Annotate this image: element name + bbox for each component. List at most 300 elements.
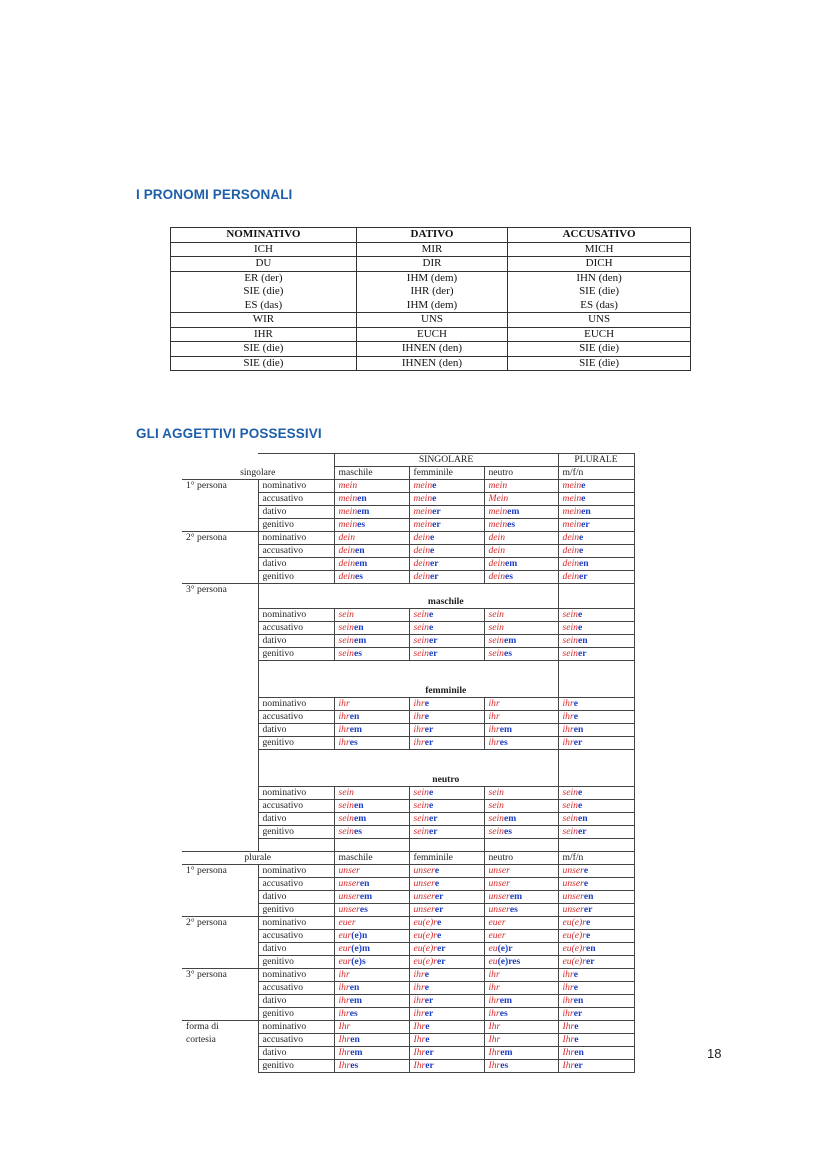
form-stem: Mein (488, 493, 509, 504)
possessive-row (182, 571, 634, 584)
form-cell (334, 545, 409, 558)
form-stem: dein (562, 545, 580, 556)
form-stem: Ihr (338, 1021, 351, 1032)
pronoun-row (171, 299, 691, 313)
person-label: forma di (182, 1021, 258, 1034)
form-cell (484, 1047, 558, 1060)
form-ending: er (428, 648, 438, 659)
form-ending: er (436, 956, 446, 967)
form-stem: dein (413, 571, 431, 582)
form-stem: unser (338, 891, 360, 902)
form-cell (334, 956, 409, 969)
form-cell (334, 558, 409, 571)
form-ending: e (574, 1021, 579, 1032)
form-stem: ihr (562, 982, 574, 993)
form-cell (334, 737, 409, 750)
form-ending: en (353, 800, 364, 811)
form-cell (558, 930, 634, 943)
blank-cell (258, 584, 334, 597)
form-ending: er (432, 506, 441, 517)
header-accusativo: ACCUSATIVO (508, 228, 691, 243)
form-cell (558, 865, 634, 878)
blank-cell (334, 839, 409, 852)
possessive-row (182, 673, 634, 685)
form-cell (334, 480, 409, 493)
form-ending: er (573, 737, 583, 748)
possessive-row (182, 904, 634, 917)
blank-cell (558, 839, 634, 852)
form-ending: er (581, 519, 590, 530)
form-ending: e (581, 493, 586, 504)
form-stem: sein (338, 609, 354, 620)
form-ending: e (434, 865, 440, 876)
form-stem: eu(e)r (562, 917, 586, 928)
case-label: accusativo (258, 982, 334, 995)
case-label: accusativo (258, 622, 334, 635)
form-stem: ihr (562, 711, 574, 722)
gender-header: femminile (409, 467, 484, 480)
form-stem: sein (562, 635, 578, 646)
possessive-row (182, 480, 634, 493)
pronoun-cell: ES (das) (171, 299, 357, 313)
form-stem: Ihr (562, 1060, 575, 1071)
possessive-row (182, 750, 634, 763)
form-stem: sein (488, 648, 504, 659)
form-ending: en (349, 982, 360, 993)
form-ending: en (585, 943, 596, 954)
form-cell (334, 635, 409, 648)
form-stem: ihr (338, 724, 350, 735)
form-stem: euer (488, 930, 506, 941)
pronoun-cell: SIE (die) (508, 342, 691, 357)
pronoun-cell: SIE (die) (171, 356, 357, 371)
gender-header: m/f/n (558, 852, 634, 865)
blank-cell (182, 1047, 258, 1060)
form-stem: sein (413, 609, 429, 620)
blank-cell (182, 878, 258, 891)
form-ending: es (357, 519, 366, 530)
form-cell (334, 609, 409, 622)
form-stem: Ihr (488, 1034, 501, 1045)
blank-cell (258, 596, 334, 609)
form-stem: unser (413, 904, 435, 915)
possessive-row (182, 1047, 634, 1060)
form-cell (334, 995, 409, 1008)
form-cell (334, 571, 409, 584)
form-stem: ihr (338, 711, 350, 722)
case-label: nominativo (258, 698, 334, 711)
possessive-row (182, 584, 634, 597)
form-cell (558, 506, 634, 519)
form-cell (558, 878, 634, 891)
form-stem: sein (338, 622, 354, 633)
form-stem: sein (562, 787, 578, 798)
case-label: nominativo (258, 609, 334, 622)
form-cell (484, 609, 558, 622)
possessive-row (182, 698, 634, 711)
form-ending: es (355, 571, 364, 582)
blank-cell (182, 904, 258, 917)
form-stem: ihr (562, 995, 574, 1006)
person-label: 1° persona (182, 865, 258, 878)
form-stem: sein (413, 622, 429, 633)
form-cell (558, 982, 634, 995)
form-stem: ihr (338, 969, 350, 980)
form-ending: en (353, 622, 364, 633)
form-cell (409, 545, 484, 558)
form-stem: ihr (413, 698, 425, 709)
page-number: 18 (707, 1046, 722, 1061)
form-ending: e (581, 480, 586, 491)
possessive-row (182, 969, 634, 982)
form-cell (484, 813, 558, 826)
form-stem: unser (413, 865, 435, 876)
gender-header: neutro (484, 852, 558, 865)
possessive-row (182, 519, 634, 532)
form-ending: em (350, 1047, 363, 1058)
case-label: accusativo (258, 711, 334, 724)
section-heading-pronouns: I PRONOMI PERSONALI (136, 187, 293, 202)
pronoun-cell: SIE (die) (508, 356, 691, 371)
form-cell (484, 493, 558, 506)
blank-cell (182, 635, 258, 648)
form-stem: sein (413, 648, 429, 659)
blank-cell (484, 839, 558, 852)
form-ending: e (573, 711, 578, 722)
form-stem: Ihr (413, 1060, 426, 1071)
form-stem: dein (488, 545, 506, 556)
form-cell (334, 1021, 409, 1034)
form-ending: (e)s (351, 956, 366, 967)
case-label: nominativo (258, 917, 334, 930)
blank-cell (182, 519, 258, 532)
blank-cell (258, 839, 334, 852)
form-cell (558, 519, 634, 532)
pronoun-cell: DIR (356, 257, 507, 272)
case-label: dativo (258, 813, 334, 826)
possessive-row (182, 865, 634, 878)
personal-pronouns-table (170, 227, 691, 371)
form-cell (334, 1034, 409, 1047)
form-cell (334, 711, 409, 724)
blank-cell (258, 762, 334, 774)
form-ending: em (499, 724, 512, 735)
form-ending: (e)m (351, 943, 370, 954)
case-label: accusativo (258, 1034, 334, 1047)
blank-cell (334, 584, 558, 597)
form-ending: es (499, 1008, 508, 1019)
blank-cell (182, 774, 258, 787)
form-cell (484, 1034, 558, 1047)
case-label: dativo (258, 891, 334, 904)
form-stem: dein (488, 532, 506, 543)
pronoun-cell: IHNEN (den) (356, 356, 507, 371)
form-stem: unser (413, 878, 435, 889)
form-stem: sein (413, 635, 429, 646)
form-cell (409, 969, 484, 982)
blank-cell (182, 596, 258, 609)
form-stem: unser (562, 878, 584, 889)
possessive-row (182, 661, 634, 674)
form-stem: ihr (488, 711, 500, 722)
pronoun-cell: SIE (die) (171, 342, 357, 357)
form-cell (409, 506, 484, 519)
form-cell (558, 800, 634, 813)
form-stem: ihr (413, 711, 425, 722)
blank-cell (258, 454, 334, 467)
form-ending: er (428, 635, 438, 646)
form-cell (558, 724, 634, 737)
blank-cell (182, 956, 258, 969)
case-label: dativo (258, 943, 334, 956)
form-stem: mein (562, 480, 582, 491)
form-stem: sein (338, 648, 354, 659)
form-cell (484, 904, 558, 917)
case-label: genitivo (258, 1060, 334, 1073)
form-stem: unser (338, 878, 360, 889)
form-cell (558, 891, 634, 904)
form-ending: er (583, 904, 593, 915)
form-cell (334, 930, 409, 943)
form-stem: Ihr (338, 1060, 351, 1071)
pronoun-cell: MIR (356, 242, 507, 257)
pronoun-cell: ER (der) (171, 271, 357, 285)
blank-cell (258, 673, 334, 685)
form-ending: er (432, 519, 441, 530)
form-ending: e (428, 622, 434, 633)
form-cell (484, 532, 558, 545)
form-ending: em (357, 506, 370, 517)
form-ending: er (577, 648, 587, 659)
form-cell (409, 558, 484, 571)
form-stem: unser (488, 878, 510, 889)
possessive-row (182, 558, 634, 571)
possessive-row (182, 454, 634, 467)
form-stem: sein (413, 813, 429, 824)
form-cell (409, 698, 484, 711)
form-stem: eu(e)r (413, 917, 437, 928)
form-stem: Ihr (562, 1047, 575, 1058)
form-stem: eu(e)r (413, 930, 437, 941)
form-stem: sein (338, 826, 354, 837)
form-stem: mein (413, 519, 433, 530)
blank-cell (558, 750, 634, 763)
form-cell (409, 917, 484, 930)
form-ending: e (573, 969, 578, 980)
case-label: dativo (258, 1047, 334, 1060)
form-cell (334, 532, 409, 545)
form-stem: eu(e)r (413, 943, 437, 954)
form-ending: e (436, 930, 442, 941)
form-ending: e (585, 930, 591, 941)
person-label: 2° persona (182, 532, 258, 545)
form-ending: er (428, 813, 438, 824)
form-cell (484, 711, 558, 724)
possessive-row (182, 506, 634, 519)
form-ending: e (424, 698, 429, 709)
singolare-header: SINGOLARE (334, 454, 558, 467)
blank-cell (182, 737, 258, 750)
case-label: accusativo (258, 545, 334, 558)
blank-cell (182, 982, 258, 995)
case-label: dativo (258, 635, 334, 648)
form-cell (484, 878, 558, 891)
subheading-femminile: femminile (425, 685, 467, 696)
possessive-row (182, 724, 634, 737)
form-ending: es (507, 519, 516, 530)
form-cell (409, 1047, 484, 1060)
form-cell (334, 506, 409, 519)
possessive-row (182, 1008, 634, 1021)
form-cell (334, 519, 409, 532)
form-ending: er (436, 943, 446, 954)
form-cell (558, 943, 634, 956)
blank-cell (182, 724, 258, 737)
form-ending: e (424, 711, 429, 722)
form-stem: eur (338, 956, 352, 967)
form-ending: er (579, 571, 588, 582)
form-cell (484, 648, 558, 661)
possessive-row (182, 635, 634, 648)
form-stem: eu (488, 956, 498, 967)
form-stem: ihr (488, 1008, 500, 1019)
section-heading-possessives: GLI AGGETTIVI POSSESSIVI (136, 426, 322, 441)
form-cell (558, 1008, 634, 1021)
gender-header: neutro (484, 467, 558, 480)
form-cell (558, 493, 634, 506)
pronoun-cell: UNS (508, 313, 691, 328)
form-stem: mein (562, 506, 582, 517)
blank-cell (182, 943, 258, 956)
form-ending: en (574, 1047, 584, 1058)
form-stem: dein (338, 532, 356, 543)
blank-cell (182, 685, 258, 698)
pronoun-cell: DU (171, 257, 357, 272)
form-stem: unser (338, 904, 360, 915)
form-stem: dein (413, 545, 431, 556)
form-cell (409, 737, 484, 750)
pronoun-cell: IHR (der) (356, 285, 507, 299)
form-cell (409, 1008, 484, 1021)
form-stem: ihr (562, 698, 574, 709)
plurale-header: PLURALE (558, 454, 634, 467)
form-ending: (e)res (497, 956, 521, 967)
form-cell (409, 519, 484, 532)
form-cell (409, 982, 484, 995)
form-cell (409, 532, 484, 545)
gender-header: maschile (334, 467, 409, 480)
form-cell (334, 724, 409, 737)
form-stem: sein (338, 813, 354, 824)
plurale-label: plurale (182, 852, 334, 865)
case-label: nominativo (258, 532, 334, 545)
blank-cell (558, 661, 634, 674)
form-ending: er (573, 1008, 583, 1019)
blank-cell (409, 839, 484, 852)
pronoun-row (171, 242, 691, 257)
form-stem: eu(e)r (562, 943, 586, 954)
blank-cell (182, 545, 258, 558)
form-cell (334, 1008, 409, 1021)
form-ending: em (349, 995, 362, 1006)
form-stem: euer (488, 917, 506, 928)
possessive-row (182, 467, 634, 480)
form-stem: eu(e)r (562, 930, 586, 941)
form-stem: mein (488, 480, 508, 491)
form-cell (409, 930, 484, 943)
possessive-adjectives-table (182, 453, 635, 1073)
pronoun-row (171, 342, 691, 357)
form-stem: sein (562, 800, 578, 811)
form-ending: e (425, 1034, 430, 1045)
form-ending: e (424, 982, 429, 993)
form-ending: en (579, 558, 589, 569)
pronoun-cell: MICH (508, 242, 691, 257)
form-stem: euer (338, 917, 356, 928)
form-stem: Ihr (413, 1034, 426, 1045)
form-stem: Ihr (562, 1034, 575, 1045)
form-stem: Ihr (338, 1047, 351, 1058)
gender-header: m/f/n (558, 467, 634, 480)
pronoun-row (171, 356, 691, 371)
form-ending: er (430, 571, 439, 582)
form-stem: ihr (413, 737, 425, 748)
form-cell (484, 891, 558, 904)
form-ending: e (425, 1021, 430, 1032)
form-cell (484, 571, 558, 584)
pronoun-cell: ES (das) (508, 299, 691, 313)
form-cell (334, 891, 409, 904)
form-cell (558, 787, 634, 800)
pronoun-row (171, 271, 691, 285)
form-ending: en (355, 545, 365, 556)
form-cell (409, 1034, 484, 1047)
blank-cell (258, 685, 334, 698)
form-cell (484, 506, 558, 519)
gender-header: maschile (334, 852, 409, 865)
form-ending: e (579, 545, 584, 556)
form-stem: Ihr (338, 1034, 351, 1045)
blank-cell (258, 774, 334, 787)
form-stem: mein (562, 519, 582, 530)
form-ending: er (574, 1060, 583, 1071)
form-stem: sein (413, 800, 429, 811)
blank-cell (182, 930, 258, 943)
case-label: dativo (258, 995, 334, 1008)
possessive-row (182, 648, 634, 661)
form-cell (484, 558, 558, 571)
blank-cell (182, 995, 258, 1008)
form-cell (484, 787, 558, 800)
form-cell (484, 698, 558, 711)
form-cell (409, 724, 484, 737)
possessive-row (182, 1060, 634, 1073)
form-stem: Ihr (488, 1021, 501, 1032)
form-stem: dein (562, 571, 580, 582)
form-cell (409, 891, 484, 904)
form-ending: es (349, 1008, 358, 1019)
possessive-row (182, 813, 634, 826)
person-label: 3° persona (182, 584, 258, 597)
form-ending: en (583, 891, 594, 902)
form-ending: e (430, 532, 435, 543)
form-stem: dein (338, 545, 356, 556)
form-ending: e (428, 800, 434, 811)
possessive-row (182, 787, 634, 800)
blank-cell (258, 750, 334, 763)
form-ending: en (577, 635, 588, 646)
form-stem: dein (338, 571, 356, 582)
